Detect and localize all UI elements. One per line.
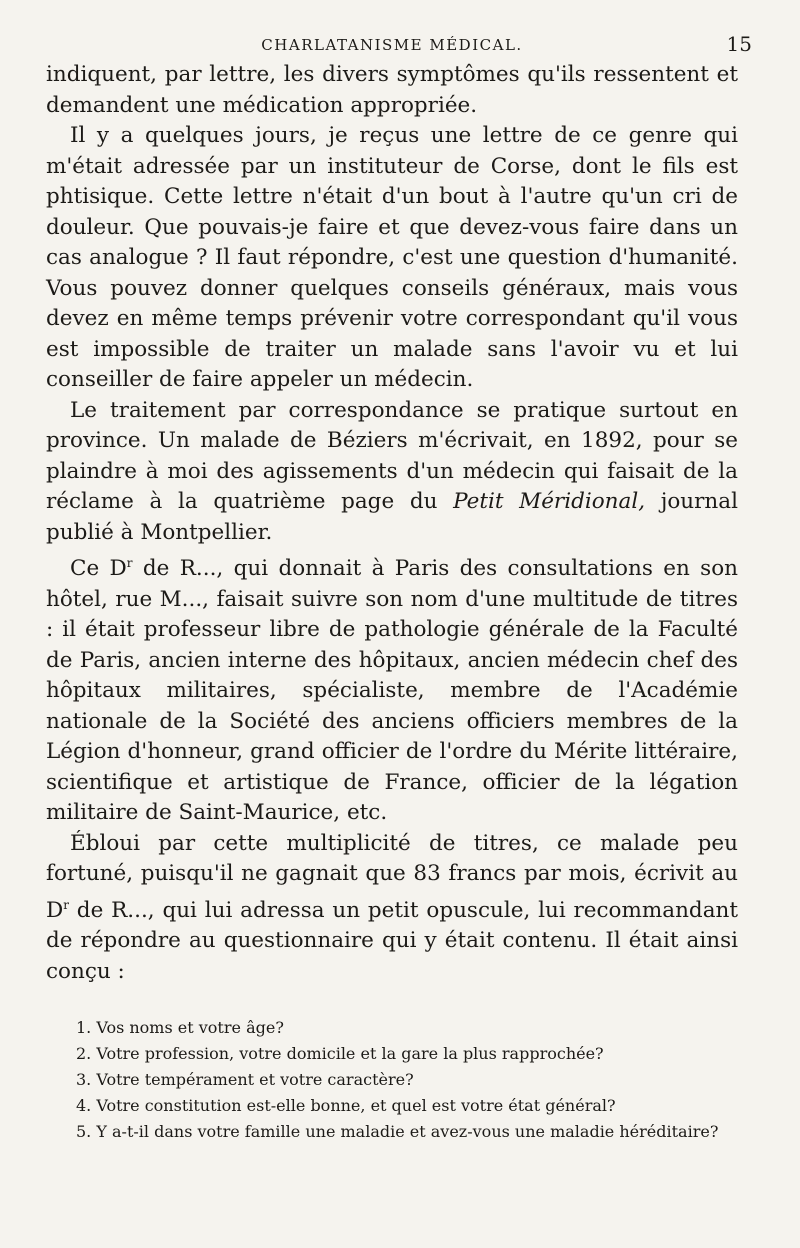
doctor-abbrev-sup: r [63,897,69,912]
question-item: 5. Y a-t-il dans votre famille une maladie et avez-vous une maladie héréditaire? [76,1122,719,1142]
body-text [46,60,738,987]
paragraph-4-text: Ce D [70,556,127,582]
question-item: 1. Vos noms et votre âge? [76,1018,284,1038]
question-item: 4. Votre constitution est-elle bonne, et quel est votre état général? [76,1096,616,1116]
paragraph-2: Il y a quelques jours, je reçus une lettre de ce genre qui m'était adressée par un instituteur de Corse, dont le fils est phtisique. Cette lettre n'était d'un bout à l'autre qu'un cri de douleur. Que pouvais-je faire et que devez-vous faire dans un cas analogue ? Il faut répondre, c'est une question d'humanité. Vous pouvez donner quelques conseils généraux, mais vous devez en même temps prévenir votre correspondant qu'il vous est impossible de traiter un malade sans l'avoir vu et lui conseiller de faire appeler un médecin. [46,123,738,392]
paragraph-3-text: Le traitement par correspondance se pratique surtout en province. Un malade de Béziers m'écrivait, en 1892, pour se plaindre à moi des agissements d'un médecin qui faisait de la réclame à la quatrième page du [46,397,738,514]
doctor-abbrev-sup: r [126,556,133,570]
question-item: 2. Votre profession, votre domicile et la gare la plus rapprochée? [76,1044,604,1064]
page-number: 15 [726,32,752,56]
paragraph-5-text-end: de R..., qui lui adressa un petit opuscule, lui recommandant de répondre au questionnaire qui y était contenu. Il était ainsi conçu : [46,897,738,984]
paragraph-1: indiquent, par lettre, les divers symptômes qu'ils ressentent et demandent une médication appropriée. [46,62,738,118]
paragraph-3 [46,396,738,549]
page-header [46,28,752,60]
paragraph-4-text-end: de R..., qui donnait à Paris des consultations en son hôtel, rue M..., faisait suivre son nom d'une multitude de titres : il était professeur libre de pathologie générale de la Faculté de Paris, ancien interne des hôpitaux, ancien médecin chef des hôpitaux militaires, spécialiste, membre de l'Académie nationale de la Société des anciens officiers membres de la Légion d'honneur, grand officier de l'ordre du Mérite littéraire, scientifique et artistique de France, officier de la légation militaire de Saint-Maurice, etc. [46,556,739,826]
question-item: 3. Votre tempérament et votre caractère? [76,1070,414,1090]
questionnaire [46,1015,738,1145]
running-title: CHARLATANISME MÉDICAL. [261,36,523,54]
paragraph-5-text: Ébloui par cette multiplicité de titres, ce malade peu fortuné, puisqu'il ne gagnait que 83 francs par mois, écrivit au D [46,830,738,923]
newspaper-title: Petit Méridional, [453,489,646,514]
paragraph-3-text-end: journal publié à Montpellier. [46,489,738,545]
paragraph-5 [46,829,738,988]
paragraph-4 [46,548,738,829]
